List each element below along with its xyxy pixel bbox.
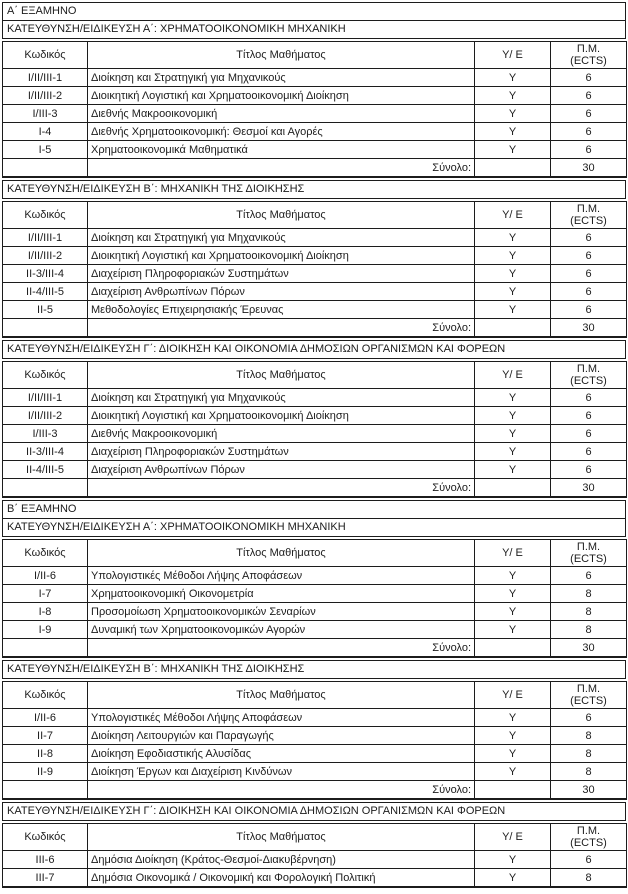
course-ye-cell: Υ [475, 389, 551, 407]
course-code-cell: II-3/III-4 [3, 443, 88, 461]
course-title-cell: Χρηματοοικονομικά Μαθηματικά [88, 141, 475, 159]
col-header-title: Τίτλος Μαθήματος [88, 42, 475, 69]
course-code-cell: II-5 [3, 301, 88, 319]
course-ye-cell: Υ [475, 585, 551, 603]
course-title-cell: Δημόσια Οικονομικά / Οικονομική και Φορολογική Πολιτική [88, 869, 475, 888]
ects-header-line2: (ECTS) [570, 837, 607, 849]
course-title-cell: Διοίκηση Λειτουργιών και Παραγωγής [88, 727, 475, 745]
course-ects-cell: 6 [551, 709, 627, 727]
courses-table [2, 201, 627, 338]
course-ects-cell: 6 [551, 229, 627, 247]
course-code-cell: I-4 [3, 123, 88, 141]
total-empty-code-cell [3, 159, 88, 178]
course-code-cell: I/II/III-1 [3, 229, 88, 247]
section-heading: ΚΑΤΕΥΘΥΝΣΗ/ΕΙΔΙΚΕΥΣΗ Γ΄: ΔΙΟΙΚΗΣΗ ΚΑΙ ΟΙΚΟΝΟΜΙΑ ΔΗΜΟΣΙΩΝ ΟΡΓΑΝΙΣΜΩΝ ΚΑΙ ΦΟΡΕΩΝ [2, 340, 626, 359]
course-ects-cell: 8 [551, 869, 627, 888]
course-row [3, 461, 627, 479]
course-title-cell: Διαχείριση Πληροφοριακών Συστημάτων [88, 443, 475, 461]
course-row [3, 763, 627, 781]
course-title-cell: Διαχείριση Ανθρωπίνων Πόρων [88, 461, 475, 479]
total-empty-code-cell [3, 781, 88, 800]
course-ects-cell: 6 [551, 851, 627, 869]
course-ects-cell: 8 [551, 585, 627, 603]
course-title-cell: Διοικητική Λογιστική και Χρηματοοικονομική Διοίκηση [88, 247, 475, 265]
course-title-cell: Διαχείριση Ανθρωπίνων Πόρων [88, 283, 475, 301]
course-row [3, 443, 627, 461]
course-code-cell: I/III-3 [3, 105, 88, 123]
course-row [3, 265, 627, 283]
col-header-code: Κωδικός [3, 202, 88, 229]
course-row [3, 727, 627, 745]
total-empty-ye-cell [475, 319, 551, 338]
semester-title: Β΄ ΕΞΑΜΗΝΟ [2, 500, 626, 519]
table-header-row [3, 824, 627, 851]
col-header-title: Τίτλος Μαθήματος [88, 824, 475, 851]
col-header-ects [551, 362, 627, 389]
course-code-cell: I/II/III-2 [3, 87, 88, 105]
course-ects-cell: 8 [551, 763, 627, 781]
total-value-cell: 30 [551, 159, 627, 178]
course-ye-cell: Υ [475, 105, 551, 123]
course-ye-cell: Υ [475, 123, 551, 141]
course-title-cell: Διοίκηση και Στρατηγική για Μηχανικούς [88, 229, 475, 247]
col-header-title: Τίτλος Μαθήματος [88, 362, 475, 389]
col-header-ye: Υ/ Ε [475, 202, 551, 229]
course-ye-cell: Υ [475, 745, 551, 763]
course-row [3, 567, 627, 585]
course-code-cell: I/II-6 [3, 709, 88, 727]
course-ye-cell: Υ [475, 763, 551, 781]
ects-header-line1: Π.Μ. [576, 683, 601, 695]
course-row [3, 603, 627, 621]
course-row [3, 407, 627, 425]
course-ye-cell: Υ [475, 461, 551, 479]
course-code-cell: I/II/III-1 [3, 69, 88, 87]
col-header-code: Κωδικός [3, 824, 88, 851]
course-ects-cell: 6 [551, 425, 627, 443]
course-title-cell: Δυναμική των Χρηματοοικονομικών Αγορών [88, 621, 475, 639]
course-ects-cell: 6 [551, 389, 627, 407]
course-row [3, 105, 627, 123]
total-label-cell: Σύνολο: [88, 479, 475, 498]
ects-header-line2: (ECTS) [570, 695, 607, 707]
course-title-cell: Διαχείριση Πληροφοριακών Συστημάτων [88, 265, 475, 283]
course-ye-cell: Υ [475, 69, 551, 87]
courses-table [2, 41, 627, 178]
course-title-cell: Προσομοίωση Χρηματοοικονομικών Σεναρίων [88, 603, 475, 621]
course-row [3, 621, 627, 639]
course-ects-cell: 6 [551, 141, 627, 159]
course-ects-cell: 8 [551, 727, 627, 745]
course-title-cell: Μεθοδολογίες Επιχειρησιακής Έρευνας [88, 301, 475, 319]
courses-table [2, 539, 627, 658]
total-empty-code-cell [3, 319, 88, 338]
total-row [3, 781, 627, 800]
course-row [3, 283, 627, 301]
ects-header-line2: (ECTS) [570, 215, 607, 227]
col-header-title: Τίτλος Μαθήματος [88, 682, 475, 709]
course-row [3, 585, 627, 603]
course-title-cell: Διοικητική Λογιστική και Χρηματοοικονομική Διοίκηση [88, 407, 475, 425]
course-row [3, 425, 627, 443]
course-code-cell: I-9 [3, 621, 88, 639]
section-heading: ΚΑΤΕΥΘΥΝΣΗ/ΕΙΔΙΚΕΥΣΗ Β΄: ΜΗΧΑΝΙΚΗ ΤΗΣ ΔΙΟΙΚΗΣΗΣ [2, 180, 626, 199]
course-code-cell: II-7 [3, 727, 88, 745]
course-row [3, 229, 627, 247]
course-ye-cell: Υ [475, 869, 551, 888]
course-title-cell: Διοίκηση Έργων και Διαχείριση Κινδύνων [88, 763, 475, 781]
course-ects-cell: 6 [551, 301, 627, 319]
course-ye-cell: Υ [475, 603, 551, 621]
course-ye-cell: Υ [475, 425, 551, 443]
table-header-row [3, 682, 627, 709]
course-ects-cell: 6 [551, 105, 627, 123]
course-row [3, 141, 627, 159]
course-ects-cell: 8 [551, 621, 627, 639]
col-header-ye: Υ/ Ε [475, 540, 551, 567]
ects-header-line2: (ECTS) [570, 553, 607, 565]
col-header-ye: Υ/ Ε [475, 824, 551, 851]
total-label-cell: Σύνολο: [88, 159, 475, 178]
course-ects-cell: 6 [551, 461, 627, 479]
total-empty-ye-cell [475, 639, 551, 658]
total-label-cell: Σύνολο: [88, 639, 475, 658]
col-header-ects [551, 540, 627, 567]
course-ects-cell: 6 [551, 443, 627, 461]
course-ye-cell: Υ [475, 229, 551, 247]
course-code-cell: I-8 [3, 603, 88, 621]
total-row [3, 639, 627, 658]
course-ects-cell: 6 [551, 407, 627, 425]
course-ye-cell: Υ [475, 621, 551, 639]
table-header-row [3, 202, 627, 229]
course-ects-cell: 6 [551, 265, 627, 283]
course-row [3, 851, 627, 869]
semester-title: Α΄ ΕΞΑΜΗΝΟ [2, 2, 626, 21]
col-header-ects [551, 682, 627, 709]
course-code-cell: II-8 [3, 745, 88, 763]
col-header-code: Κωδικός [3, 42, 88, 69]
table-header-row [3, 362, 627, 389]
ects-header-line2: (ECTS) [570, 375, 607, 387]
course-row [3, 745, 627, 763]
ects-header-line2: (ECTS) [570, 55, 607, 67]
section-heading: ΚΑΤΕΥΘΥΝΣΗ/ΕΙΔΙΚΕΥΣΗ Α΄: ΧΡΗΜΑΤΟΟΙΚΟΝΟΜΙΚΗ ΜΗΧΑΝΙΚΗ [2, 518, 626, 537]
ects-header-line1: Π.Μ. [576, 363, 601, 375]
course-title-cell: Υπολογιστικές Μέθοδοι Λήψης Αποφάσεων [88, 709, 475, 727]
course-ye-cell: Υ [475, 851, 551, 869]
course-title-cell: Διεθνής Χρηματοοικονομική: Θεσμοί και Αγορές [88, 123, 475, 141]
courses-table [2, 823, 627, 888]
course-ye-cell: Υ [475, 247, 551, 265]
course-ye-cell: Υ [475, 443, 551, 461]
course-code-cell: I/II/III-2 [3, 407, 88, 425]
total-empty-ye-cell [475, 479, 551, 498]
col-header-ye: Υ/ Ε [475, 42, 551, 69]
course-row [3, 87, 627, 105]
col-header-code: Κωδικός [3, 682, 88, 709]
col-header-code: Κωδικός [3, 540, 88, 567]
col-header-ye: Υ/ Ε [475, 682, 551, 709]
col-header-code: Κωδικός [3, 362, 88, 389]
curriculum-document [0, 2, 628, 888]
course-row [3, 69, 627, 87]
course-ye-cell: Υ [475, 407, 551, 425]
total-empty-code-cell [3, 479, 88, 498]
course-ye-cell: Υ [475, 283, 551, 301]
total-value-cell: 30 [551, 479, 627, 498]
courses-table [2, 361, 627, 498]
course-code-cell: I/II/III-1 [3, 389, 88, 407]
total-row [3, 159, 627, 178]
course-ye-cell: Υ [475, 567, 551, 585]
total-value-cell: 30 [551, 319, 627, 338]
section-heading: ΚΑΤΕΥΘΥΝΣΗ/ΕΙΔΙΚΕΥΣΗ Α΄: ΧΡΗΜΑΤΟΟΙΚΟΝΟΜΙΚΗ ΜΗΧΑΝΙΚΗ [2, 20, 626, 39]
course-row [3, 123, 627, 141]
course-ects-cell: 6 [551, 247, 627, 265]
col-header-ye: Υ/ Ε [475, 362, 551, 389]
total-empty-ye-cell [475, 781, 551, 800]
course-row [3, 869, 627, 888]
total-empty-code-cell [3, 639, 88, 658]
course-code-cell: I/II/III-2 [3, 247, 88, 265]
course-ye-cell: Υ [475, 709, 551, 727]
course-ye-cell: Υ [475, 87, 551, 105]
course-ects-cell: 6 [551, 69, 627, 87]
course-ye-cell: Υ [475, 141, 551, 159]
section-heading: ΚΑΤΕΥΘΥΝΣΗ/ΕΙΔΙΚΕΥΣΗ Γ΄: ΔΙΟΙΚΗΣΗ ΚΑΙ ΟΙΚΟΝΟΜΙΑ ΔΗΜΟΣΙΩΝ ΟΡΓΑΝΙΣΜΩΝ ΚΑΙ ΦΟΡΕΩΝ [2, 802, 626, 821]
ects-header-line1: Π.Μ. [576, 825, 601, 837]
ects-header-line1: Π.Μ. [576, 203, 601, 215]
course-title-cell: Δημόσια Διοίκηση (Κράτος-Θεσμοί-Διακυβέρνηση) [88, 851, 475, 869]
course-title-cell: Χρηματοοικονομική Οικονομετρία [88, 585, 475, 603]
course-row [3, 247, 627, 265]
course-title-cell: Διοίκηση και Στρατηγική για Μηχανικούς [88, 69, 475, 87]
course-code-cell: I/III-3 [3, 425, 88, 443]
course-code-cell: III-6 [3, 851, 88, 869]
col-header-title: Τίτλος Μαθήματος [88, 202, 475, 229]
course-title-cell: Διοίκηση Εφοδιαστικής Αλυσίδας [88, 745, 475, 763]
col-header-title: Τίτλος Μαθήματος [88, 540, 475, 567]
total-label-cell: Σύνολο: [88, 319, 475, 338]
course-code-cell: II-3/III-4 [3, 265, 88, 283]
course-ye-cell: Υ [475, 301, 551, 319]
course-row [3, 301, 627, 319]
total-empty-ye-cell [475, 159, 551, 178]
course-code-cell: II-4/III-5 [3, 283, 88, 301]
course-ye-cell: Υ [475, 265, 551, 283]
section-heading: ΚΑΤΕΥΘΥΝΣΗ/ΕΙΔΙΚΕΥΣΗ Β΄: ΜΗΧΑΝΙΚΗ ΤΗΣ ΔΙΟΙΚΗΣΗΣ [2, 660, 626, 679]
course-ects-cell: 6 [551, 567, 627, 585]
courses-table [2, 681, 627, 800]
course-title-cell: Διοίκηση και Στρατηγική για Μηχανικούς [88, 389, 475, 407]
total-label-cell: Σύνολο: [88, 781, 475, 800]
course-ects-cell: 6 [551, 87, 627, 105]
ects-header-line1: Π.Μ. [576, 541, 601, 553]
course-code-cell: III-7 [3, 869, 88, 888]
table-header-row [3, 540, 627, 567]
course-title-cell: Διεθνής Μακροοικονομική [88, 105, 475, 123]
course-title-cell: Διεθνής Μακροοικονομική [88, 425, 475, 443]
table-header-row [3, 42, 627, 69]
col-header-ects [551, 42, 627, 69]
total-value-cell: 30 [551, 781, 627, 800]
course-title-cell: Διοικητική Λογιστική και Χρηματοοικονομική Διοίκηση [88, 87, 475, 105]
course-row [3, 709, 627, 727]
course-code-cell: II-9 [3, 763, 88, 781]
course-ects-cell: 8 [551, 603, 627, 621]
total-row [3, 319, 627, 338]
course-title-cell: Υπολογιστικές Μέθοδοι Λήψης Αποφάσεων [88, 567, 475, 585]
ects-header-line1: Π.Μ. [576, 43, 601, 55]
course-ects-cell: 6 [551, 123, 627, 141]
course-ects-cell: 8 [551, 745, 627, 763]
col-header-ects [551, 824, 627, 851]
course-code-cell: I/II-6 [3, 567, 88, 585]
total-value-cell: 30 [551, 639, 627, 658]
course-row [3, 389, 627, 407]
course-code-cell: I-5 [3, 141, 88, 159]
course-ye-cell: Υ [475, 727, 551, 745]
course-ects-cell: 6 [551, 283, 627, 301]
course-code-cell: I-7 [3, 585, 88, 603]
total-row [3, 479, 627, 498]
col-header-ects [551, 202, 627, 229]
course-code-cell: II-4/III-5 [3, 461, 88, 479]
